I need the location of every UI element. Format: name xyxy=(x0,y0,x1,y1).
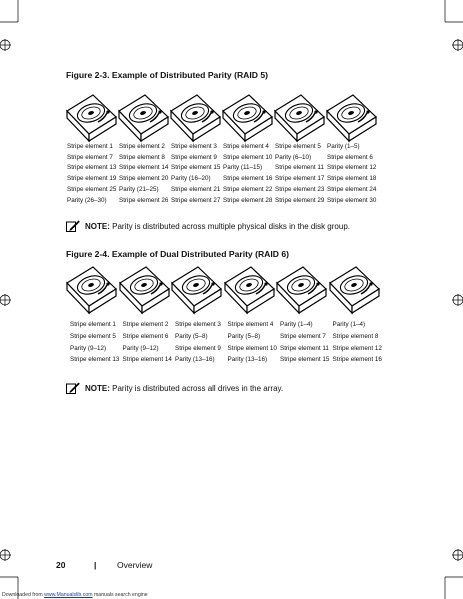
note-text: Parity is distributed across multiple physical disks in the disk group. xyxy=(109,222,350,231)
hard-drive-icon xyxy=(64,90,118,144)
stripe-cell: Stripe element 4 xyxy=(223,143,269,150)
stripe-cell: Stripe element 5 xyxy=(70,332,116,340)
stripe-cell: Stripe element 24 xyxy=(327,185,377,193)
stripe-cell: Stripe element 15 xyxy=(280,356,330,364)
stripe-cell: Stripe element 14 xyxy=(122,356,172,364)
stripe-cell: Stripe element 3 xyxy=(175,321,221,328)
stripe-cell: Stripe element 6 xyxy=(122,332,169,340)
stripe-cell: Stripe element 8 xyxy=(119,153,165,161)
note-text: Parity is distributed across all drives in the array. xyxy=(109,384,284,393)
stripe-cell: Parity (5–8) xyxy=(227,332,261,340)
stripe-cell: Stripe element 12 xyxy=(332,344,382,352)
footer-separator: | xyxy=(94,560,97,570)
download-prefix: Downloaded from xyxy=(2,592,45,598)
page-number: 20 xyxy=(56,560,66,570)
stripe-cell: Stripe element 11 xyxy=(280,344,329,352)
hard-drive-icon xyxy=(169,262,223,316)
stripe-cell: Stripe element 22 xyxy=(223,185,273,193)
hard-drive-icon xyxy=(220,90,274,144)
stripe-cell: Stripe element 3 xyxy=(171,143,217,150)
download-link[interactable]: www.Manualslib.com xyxy=(44,592,93,598)
hard-drive-icon xyxy=(168,90,222,144)
disk-row xyxy=(64,90,384,146)
stripe-cell: Stripe element 28 xyxy=(223,196,273,204)
stripe-cell: Stripe element 6 xyxy=(327,153,373,161)
download-banner xyxy=(2,592,148,598)
stripe-cell: Parity (16–20) xyxy=(171,175,211,183)
figure-title: Figure 2-3. Example of Distributed Parity (RAID 5) xyxy=(66,70,268,80)
stripe-cell: Stripe element 10 xyxy=(227,344,277,352)
hard-drive-icon xyxy=(324,90,378,144)
footer-section: Overview xyxy=(117,560,153,570)
stripe-cell: Stripe element 14 xyxy=(119,164,169,172)
stripe-cell: Stripe element 21 xyxy=(171,185,221,193)
stripe-cell: Stripe element 13 xyxy=(67,164,117,172)
stripe-cell: Stripe element 12 xyxy=(327,164,377,172)
note xyxy=(85,384,283,393)
stripe-cell: Stripe element 4 xyxy=(227,321,274,328)
stripe-cell: Stripe element 1 xyxy=(70,321,116,328)
download-suffix: manuals search engine xyxy=(92,592,148,598)
note-label: NOTE: xyxy=(85,384,110,393)
note xyxy=(85,222,350,231)
stripe-cell: Stripe element 23 xyxy=(275,185,325,193)
hard-drive-icon xyxy=(327,262,381,316)
stripe-cell: Stripe element 2 xyxy=(122,321,169,328)
stripe-cell: Parity (9–12) xyxy=(70,344,107,352)
stripe-cell: Parity (9–12) xyxy=(122,344,159,352)
stripe-cell: Parity (11–15) xyxy=(223,164,263,172)
stripe-cell: Stripe element 25 xyxy=(67,185,117,193)
stripe-cell: Parity (13–16) xyxy=(227,356,268,364)
figure-title: Figure 2-4. Example of Dual Distributed Parity (RAID 6) xyxy=(66,249,290,259)
hard-drive-icon xyxy=(64,262,118,316)
hard-drive-icon xyxy=(272,90,326,144)
stripe-cell: Stripe element 19 xyxy=(67,175,117,183)
hard-drive-icon xyxy=(222,262,276,316)
hard-drive-icon xyxy=(274,262,328,316)
stripe-cell: Stripe element 13 xyxy=(70,356,120,364)
note-label: NOTE: xyxy=(85,222,110,231)
stripe-cell: Stripe element 20 xyxy=(119,175,169,183)
stripe-cell: Stripe element 7 xyxy=(280,332,326,340)
hard-drive-icon xyxy=(117,262,171,316)
stripe-cell: Stripe element 9 xyxy=(171,153,217,161)
stripe-cell: Parity (26–30) xyxy=(67,196,107,204)
stripe-cell: Stripe element 7 xyxy=(67,153,113,161)
stripe-cell: Stripe element 10 xyxy=(223,153,273,161)
stripe-cell: Parity (1–4) xyxy=(332,321,366,328)
stripe-cell: Stripe element 1 xyxy=(67,143,113,150)
stripe-cell: Parity (6–10) xyxy=(275,153,312,161)
disk-row xyxy=(64,262,394,318)
stripe-cell: Stripe element 30 xyxy=(327,196,377,204)
stripe-cell: Stripe element 16 xyxy=(223,175,273,183)
stripe-cell: Stripe element 29 xyxy=(275,196,325,204)
stripe-cell: Stripe element 15 xyxy=(171,164,221,172)
stripe-cell: Parity (5–8) xyxy=(175,332,208,340)
stripe-cell: Stripe element 9 xyxy=(175,344,221,352)
stripe-cell: Stripe element 17 xyxy=(275,175,325,183)
stripe-cell: Stripe element 18 xyxy=(327,175,377,183)
hard-drive-icon xyxy=(116,90,170,144)
stripe-cell: Parity (1–4) xyxy=(280,321,313,328)
stripe-cell: Parity (13–16) xyxy=(175,356,215,364)
stripe-cell: Stripe element 27 xyxy=(171,196,221,204)
stripe-cell: Stripe element 16 xyxy=(332,356,382,364)
stripe-cell: Parity (1–5) xyxy=(327,143,360,150)
stripe-cell: Stripe element 2 xyxy=(119,143,165,150)
stripe-cell: Stripe element 26 xyxy=(119,196,169,204)
pencil-note-icon xyxy=(66,382,80,394)
stripe-cell: Stripe element 5 xyxy=(275,143,321,150)
stripe-cell: Parity (21–25) xyxy=(119,185,159,193)
pencil-note-icon xyxy=(66,220,80,232)
stripe-cell: Stripe element 8 xyxy=(332,332,379,340)
stripe-cell: Stripe element 11 xyxy=(275,164,324,172)
